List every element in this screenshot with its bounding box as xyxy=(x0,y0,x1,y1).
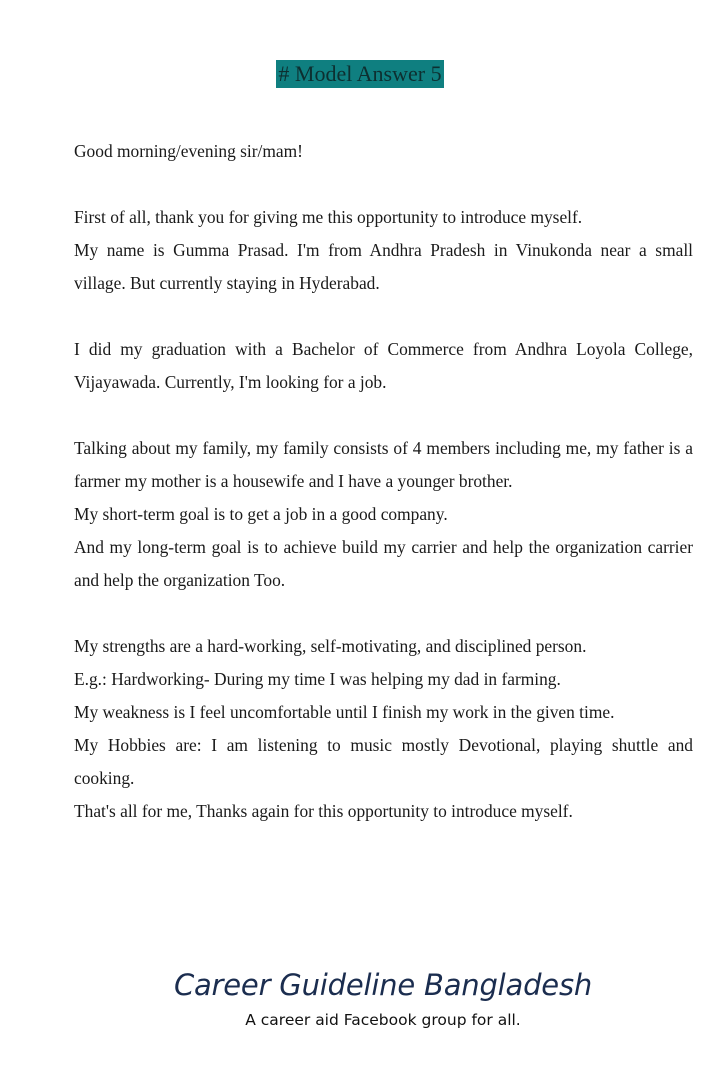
title-container xyxy=(0,60,720,88)
hobbies-line: My Hobbies are: I am listening to music mostly Devotional, playing shuttle and cooking. xyxy=(74,735,693,788)
footer-subtitle: A career aid Facebook group for all. xyxy=(245,1011,521,1029)
footer-title: Career Guideline Bangladesh xyxy=(173,968,593,1002)
strengths-line: My strengths are a hard-working, self-motivating, and disciplined person. xyxy=(74,636,587,656)
education-paragraph: I did my graduation with a Bachelor of Commerce from Andhra Loyola College, Vijayawada. Currently, I'm looking for a job. xyxy=(74,339,693,392)
page-title: # Model Answer 5 xyxy=(278,61,442,86)
name-origin-line: My name is Gumma Prasad. I'm from Andhra Pradesh in Vinukonda near a small village. But currently staying in Hyderabad. xyxy=(74,240,693,293)
paragraph-gap xyxy=(74,168,693,201)
weakness-line: My weakness is I feel uncomfortable until I finish my work in the given time. xyxy=(74,702,615,722)
greeting-line: Good morning/evening sir/mam! xyxy=(74,141,303,161)
paragraph-gap xyxy=(74,300,693,333)
paragraph-gap xyxy=(74,597,693,630)
example-line: E.g.: Hardworking- During my time I was helping my dad in farming. xyxy=(74,669,561,689)
long-term-goal-line: And my long-term goal is to achieve build my carrier and help the organization carrier and help the organization Too. xyxy=(74,537,693,590)
footer-branding xyxy=(0,965,720,1033)
answer-body xyxy=(74,135,693,828)
paragraph-gap xyxy=(74,399,693,432)
closing-line: That's all for me, Thanks again for this opportunity to introduce myself. xyxy=(74,801,573,821)
short-term-goal-line: My short-term goal is to get a job in a good company. xyxy=(74,504,448,524)
family-line: Talking about my family, my family consists of 4 members including me, my father is a farmer my mother is a housewife and I have a younger brother. xyxy=(74,438,693,491)
intro-line: First of all, thank you for giving me this opportunity to introduce myself. xyxy=(74,207,583,227)
